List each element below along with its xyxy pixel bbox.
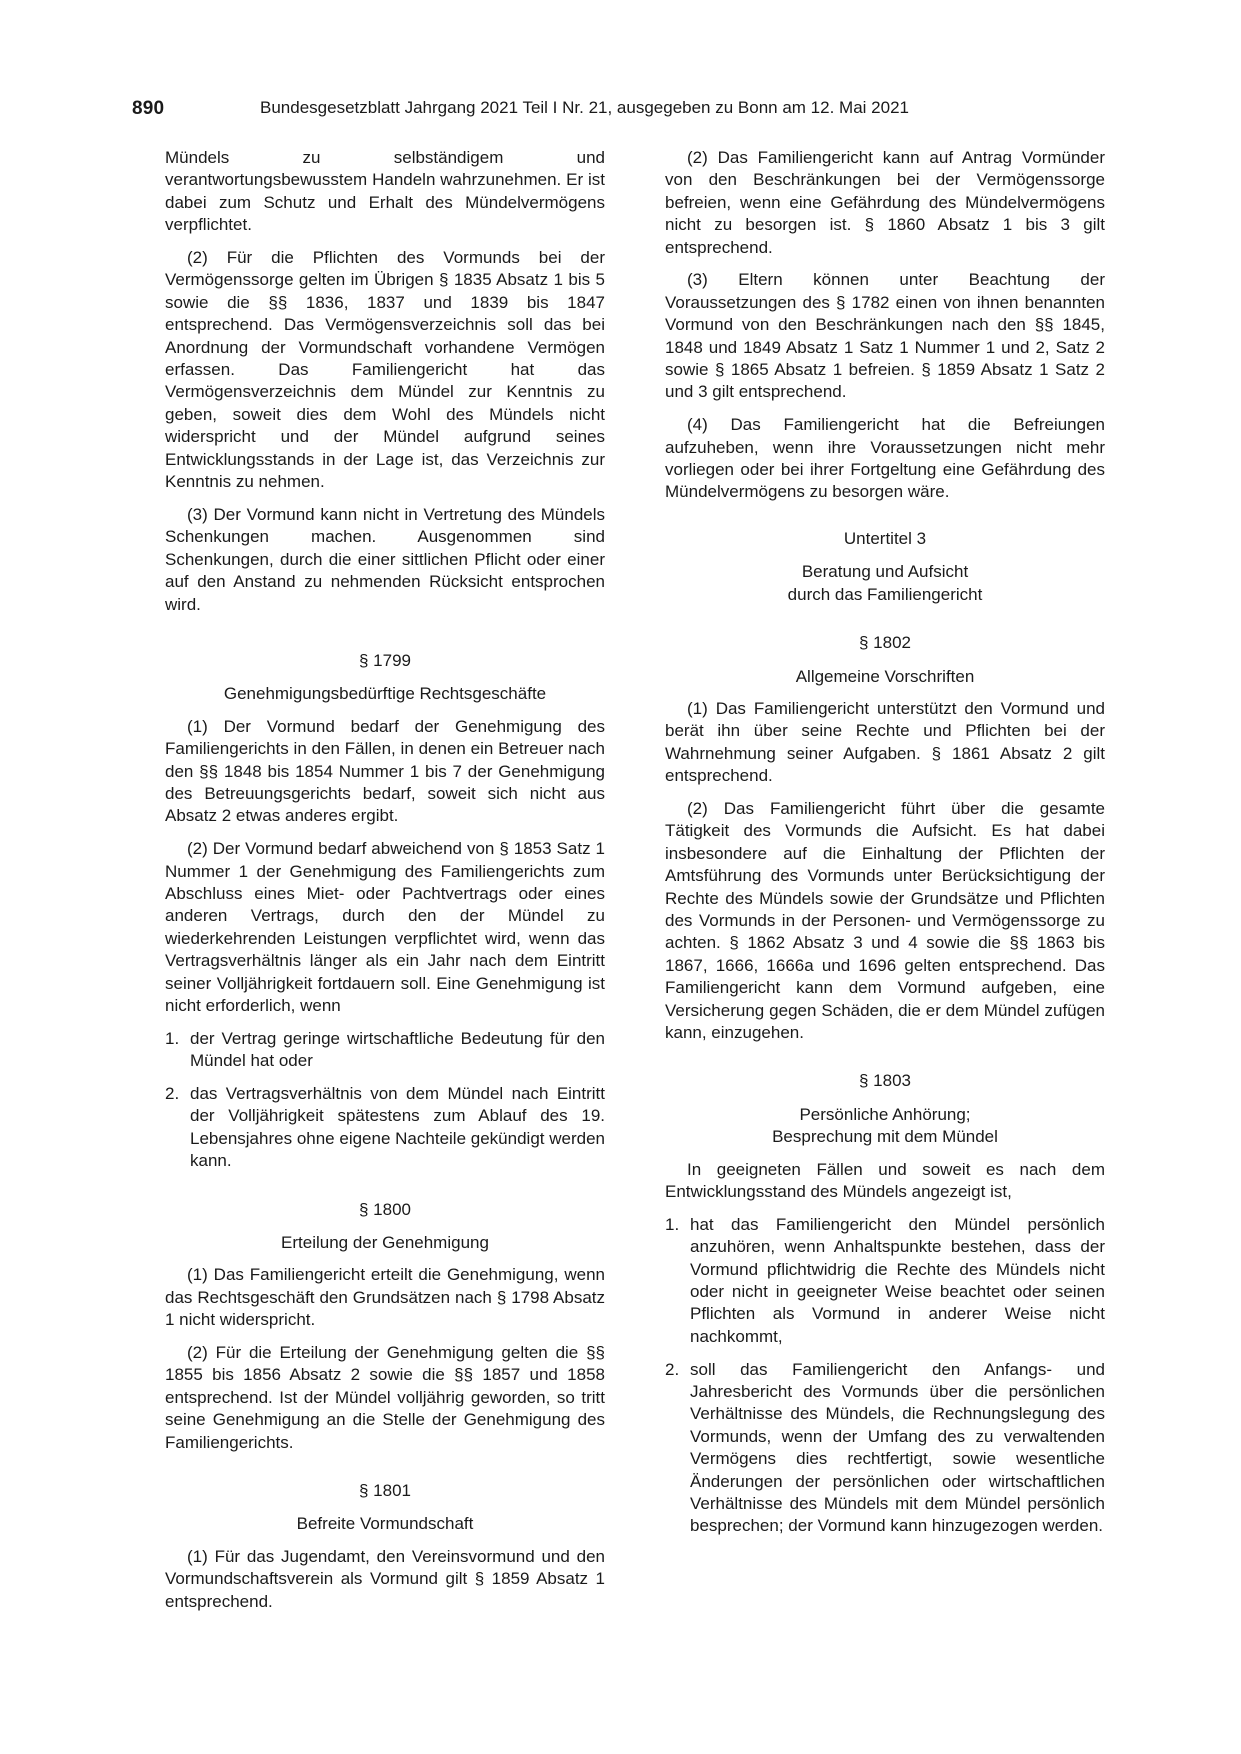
list-text: der Vertrag geringe wirtschaftliche Bedeutung für den Mündel hat oder (190, 1028, 605, 1071)
paragraph: In geeigneten Fällen und soweit es nach dem Entwicklungsstand des Mündels angezeigt ist, (665, 1159, 1105, 1202)
section-title-1800: Erteilung der Genehmigung (281, 1233, 489, 1253)
paragraph: (1) Das Familiengericht unterstützt den Vormund und berät ihn über seine Rechte und Pflichten bei der Wahrnehmung seiner Aufgaben. § 1861 Absatz 2 gilt entsprechend. (665, 698, 1105, 786)
paragraph-continuation: Mündels zu selbständigem und verantwortungsbewusstem Handeln wahrzunehmen. Er ist dabei zum Schutz und Erhalt des Mündelvermögens verpflichtet. (165, 148, 605, 235)
list-text: das Vertragsverhältnis von dem Mündel nach Eintritt der Volljährigkeit spätestens zum Ablauf des 19. Lebensjahres ohne eigene Nachteile gekündigt werden kann. (190, 1083, 605, 1171)
list-item (665, 1214, 1105, 1348)
section-title-1799: Genehmigungsbedürftige Rechtsgeschäfte (223, 684, 547, 704)
list-number: 1. (165, 1028, 180, 1048)
section-title-1803-line: Persönliche Anhörung; (799, 1104, 971, 1124)
section-number-1803: § 1803 (859, 1071, 911, 1091)
list-number: 2. (665, 1359, 680, 1379)
paragraph: (2) Für die Erteilung der Genehmigung gelten die §§ 1855 bis 1856 Absatz 2 sowie die §§ 1857 und 1858 entsprechend. Ist der Mündel volljährig geworden, so tritt seine Genehmigung an die Stelle der Genehmigung des Familiengerichts. (165, 1343, 605, 1452)
section-number-1802: § 1802 (859, 633, 911, 653)
paragraph: (1) Der Vormund bedarf der Genehmigung des Familiengerichts in den Fällen, in denen ein Betreuer nach den §§ 1848 bis 1854 Nummer 1 bis 7 der Genehmigung des Betreuungsgerichts bedarf, soweit sich nicht aus Absatz 2 etwas anderes ergibt. (165, 716, 605, 826)
paragraph: (3) Eltern können unter Beachtung der Voraussetzungen des § 1782 einen von ihnen benannten Vormund von den Beschränkungen nach den §§ 1845, 1848 und 1849 Absatz 1 Satz 1 Nummer 1 und 2, Satz 2 sowie § 1865 Absatz 1 befreien. § 1859 Absatz 1 Satz 2 und 3 gilt entsprechend. (665, 270, 1105, 402)
list-item (665, 1359, 1105, 1538)
page-header (132, 98, 982, 128)
paragraph: (1) Für das Jugendamt, den Vereinsvormund und den Vormundschaftsverein als Vormund gilt § 1859 Absatz 1 entsprechend. (165, 1546, 605, 1611)
paragraph: (3) Der Vormund kann nicht in Vertretung des Mündels Schenkungen machen. Ausgenommen sind Schenkungen, durch die einer sittlichen Pflicht oder einer auf den Anstand zu nehmenden Rücksicht entsprochen wird. (165, 504, 605, 614)
paragraph: (2) Der Vormund bedarf abweichend von § 1853 Satz 1 Nummer 1 der Genehmigung des Familiengerichts zum Abschluss eines Miet- oder Pachtvertrags oder eines anderen Vertrags, durch den der Mündel zu wiederkehrenden Leistungen verpflichtet wird, wenn das Vertragsverhältnis länger als ein Jahr nach dem Eintritt seiner Volljährigkeit fortdauern soll. Eine Genehmigung ist nicht erforderlich, wenn (165, 839, 605, 1015)
list-number: 1. (665, 1214, 680, 1234)
list-text: soll das Familiengericht den Anfangs- und Jahresbericht des Vormunds über die persönlichen Verhältnisse des Mündels, die Rechnungslegung des Vormunds, wenn der Umfang des zu verwaltenden Vermögens dies rechtfertigt, sowie wesentliche Änderungen der persönlichen oder wirtschaftlichen Verhältnisse des Mündels mit dem Mündel persönlich besprechen; der Vormund kann hinzugezogen werden. (690, 1359, 1105, 1536)
list-item (165, 1028, 605, 1073)
paragraph: (2) Für die Pflichten des Vormunds bei der Vermögenssorge gelten im Übrigen § 1835 Absatz 1 bis 5 sowie die §§ 1836, 1837 und 1839 bis 1847 entsprechend. Das Vermögensverzeichnis soll das bei Anordnung der Vormundschaft vorhandene Vermögen erfassen. Das Familiengericht hat das Vermögensverzeichnis dem Mündel zur Kenntnis zu geben, soweit dies dem Wohl des Mündels nicht widerspricht und der Mündel aufgrund seines Entwicklungsstands in der Lage ist, das Verzeichnis zur Kenntnis zu nehmen. (165, 248, 605, 492)
paragraph: (1) Das Familiengericht erteilt die Genehmigung, wenn das Rechtsgeschäft den Grundsätzen nach § 1798 Absatz 1 nicht widerspricht. (165, 1265, 605, 1330)
right-column (665, 147, 1105, 1548)
paragraph: (2) Das Familiengericht kann auf Antrag Vormünder von den Beschränkungen bei der Vermögenssorge befreien, wenn eine Gefährdung des Mündelvermögens nicht zu besorgen ist. § 1860 Absatz 1 bis 3 gilt entsprechend. (665, 148, 1105, 257)
running-title: Bundesgesetzblatt Jahrgang 2021 Teil I Nr. 21, ausgegeben zu Bonn am 12. Mai 2021 (260, 98, 909, 117)
list-number: 2. (165, 1083, 180, 1103)
subtitle-heading: Untertitel 3 (843, 528, 927, 548)
section-number-1799: § 1799 (359, 650, 411, 670)
left-column (165, 147, 605, 1623)
section-number-1800: § 1800 (359, 1199, 411, 1219)
subtitle-name-line: Beratung und Aufsicht (801, 562, 969, 582)
page-number: 890 (132, 98, 165, 119)
paragraph: (2) Das Familiengericht führt über die gesamte Tätigkeit des Vormunds die Aufsicht. Es hat dabei insbesondere auf die Einhaltung der Pflichten der Amtsführung des Vormunds unter Berücksichtigung der Rechte des Mündels sowie der Grundsätze und Pflichten des Vormunds in der Personen- und Vermögenssorge zu achten. § 1862 Absatz 3 und 4 sowie die §§ 1863 bis 1867, 1666, 1666a und 1696 gelten entsprechend. Das Familiengericht kann dem Vormund aufgeben, eine Versicherung gegen Schäden, die er dem Mündel zufügen kann, einzugehen. (665, 798, 1105, 1042)
section-title-1801: Befreite Vormundschaft (296, 1514, 474, 1534)
paragraph: (4) Das Familiengericht hat die Befreiungen aufzuheben, wenn ihre Voraussetzungen nicht mehr vorliegen oder bei ihrer Fortgeltung eine Gefährdung des Mündelvermögens zu besorgen wäre. (665, 415, 1105, 502)
subtitle-name-line: durch das Familiengericht (787, 584, 983, 604)
list-text: hat das Familiengericht den Mündel persönlich anzuhören, wenn Anhaltspunkte bestehen, dass der Vormund pflichtwidrig die Rechte des Mündels nicht oder nicht in geeigneter Weise beachtet oder seinen Pflichten als Vormund in anderer Weise nicht nachkommt, (690, 1214, 1105, 1346)
list-item (165, 1083, 605, 1173)
section-number-1801: § 1801 (359, 1481, 411, 1501)
section-title-1802: Allgemeine Vorschriften (795, 666, 975, 686)
section-title-1803-line: Besprechung mit dem Mündel (772, 1127, 998, 1147)
